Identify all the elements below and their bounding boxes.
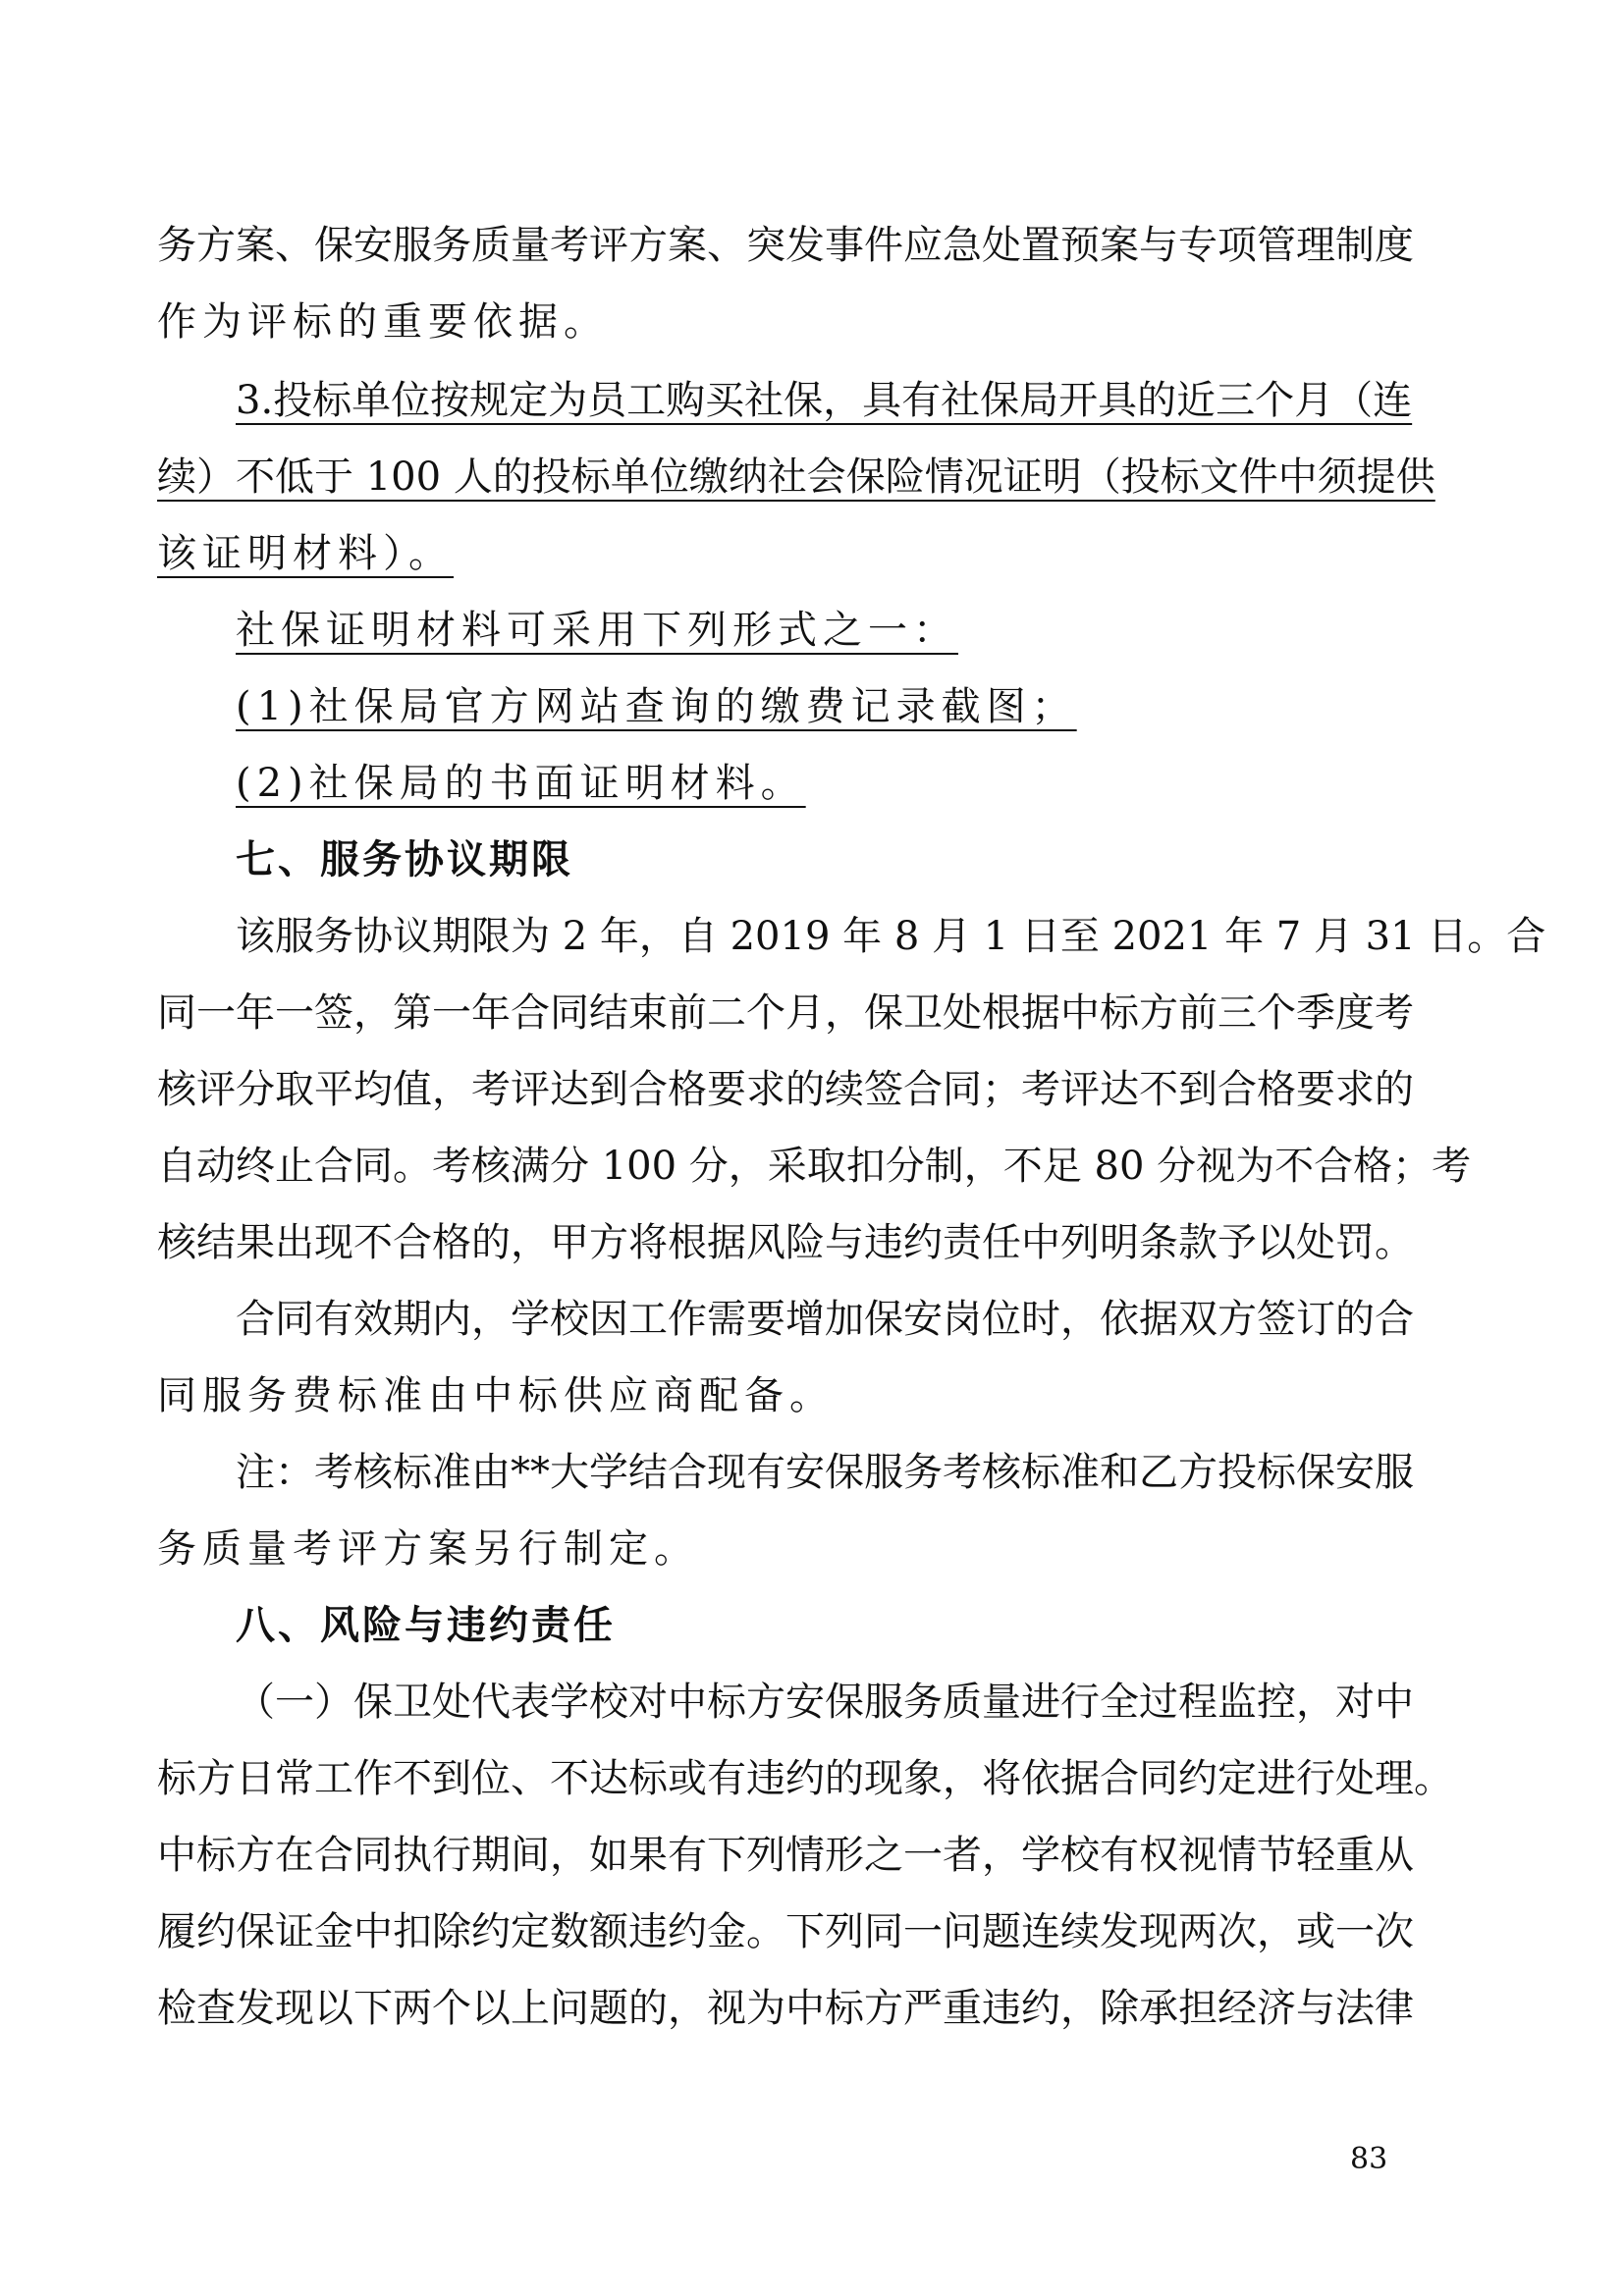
body-text-line: 履约保证金中扣除约定数额违约金。下列同一问题连续发现两次，或一次 (157, 1909, 1414, 1954)
underlined-clause-line: 该证明材料）。 (157, 531, 454, 576)
body-text-line: 检查发现以下两个以上问题的，视为中标方严重违约，除承担经济与法律 (157, 1986, 1414, 2031)
underlined-clause-line: 续）不低于 100 人的投标单位缴纳社会保险情况证明（投标文件中须提供 (157, 454, 1435, 500)
section-heading: 七、服务协议期限 (236, 837, 573, 882)
underlined-list-item: (2)社保局的书面证明材料。 (236, 761, 806, 806)
body-text-line: 核评分取平均值，考评达到合格要求的续签合同；考评达不到合格要求的 (157, 1067, 1414, 1112)
body-text-line: 合同有效期内，学校因工作需要增加保安岗位时，依据双方签订的合 (236, 1297, 1414, 1342)
underlined-clause-line: 3.投标单位按规定为员工购买社保，具有社保局开具的近三个月（连 (236, 378, 1413, 423)
section-heading: 八、风险与违约责任 (236, 1603, 616, 1648)
body-text-line: 同一年一签，第一年合同结束前二个月，保卫处根据中标方前三个季度考 (157, 990, 1414, 1036)
page-number: 83 (1350, 2142, 1388, 2176)
underlined-list-item: (1)社保局官方网站查询的缴费记录截图； (236, 684, 1077, 729)
body-text-line: 同服务费标准由中标供应商配备。 (157, 1373, 835, 1418)
note-text-line: 务质量考评方案另行制定。 (157, 1526, 699, 1572)
body-text-line: 核结果出现不合格的，甲方将根据风险与违约责任中列明条款予以处罚。 (157, 1220, 1414, 1265)
body-text-line: 标方日常工作不到位、不达标或有违约的现象，将依据合同约定进行处理。 (157, 1756, 1453, 1801)
underlined-clause-line: 社保证明材料可采用下列形式之一： (236, 608, 958, 653)
body-text-line: 务方案、保安服务质量考评方案、突发事件应急处置预案与专项管理制度 (157, 223, 1414, 268)
body-text-line: 作为评标的重要依据。 (157, 299, 609, 345)
body-text-line: 中标方在合同执行期间，如果有下列情形之一者，学校有权视情节轻重从 (157, 1833, 1414, 1878)
body-text-line: 自动终止合同。考核满分 100 分，采取扣分制，不足 80 分视为不合格；考 (157, 1144, 1472, 1189)
body-text-line: （一）保卫处代表学校对中标方安保服务质量进行全过程监控，对中 (236, 1680, 1414, 1725)
body-text-line: 该服务协议期限为 2 年，自 2019 年 8 月 1 日至 2021 年 7 月 31 日。合 (236, 914, 1546, 959)
note-text-line: 注：考核标准由**大学结合现有安保服务考核标准和乙方投标保安服 (236, 1450, 1414, 1495)
